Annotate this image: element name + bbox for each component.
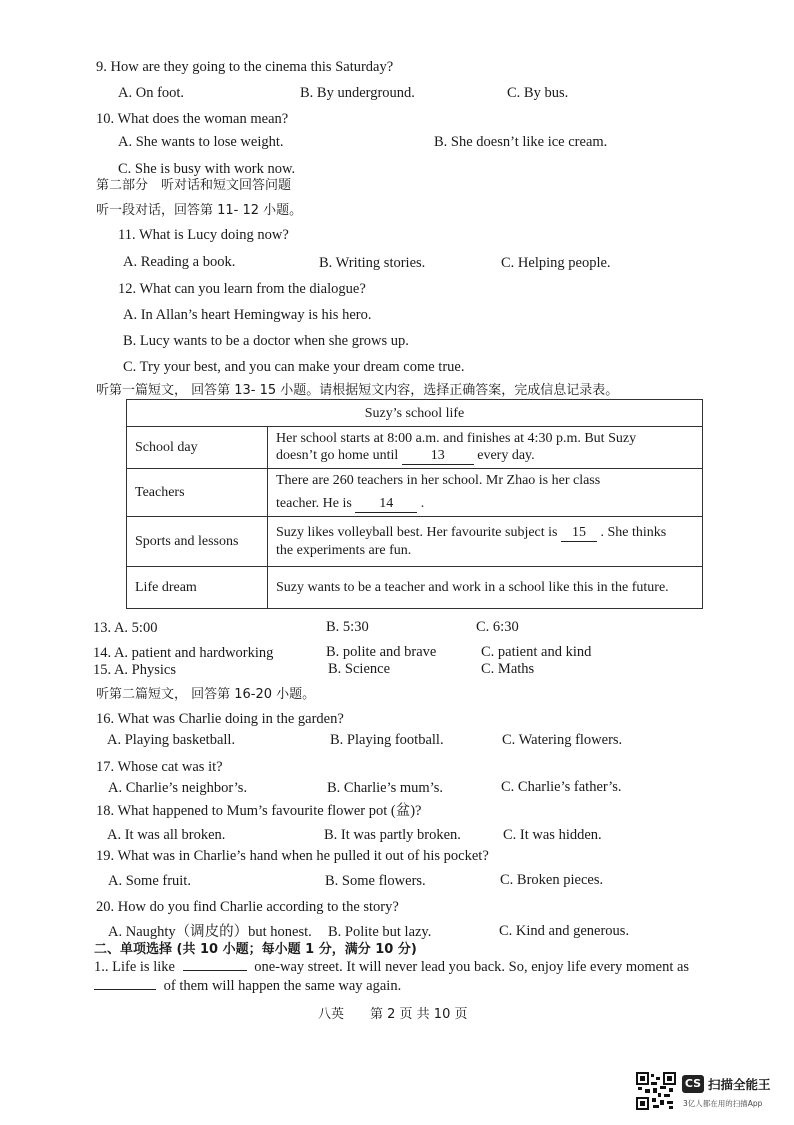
row-text: . [420,496,425,511]
q19-stem: 19. What was in Charlie’s hand when he pulled it out of his pocket? [96,848,489,864]
q18-option-a: A. It was all broken. [107,827,226,843]
qr-code-icon [636,1072,676,1110]
q20-stem: 20. How do you find Charlie according to the story? [96,899,399,915]
row-text-line2 [276,447,694,465]
answer-blank-13: 13 [402,447,474,465]
q17-option-b: B. Charlie’s mum’s. [327,780,443,796]
mc1-line1 [94,958,689,976]
q18-option-b: B. It was partly broken. [324,827,461,843]
q10-option-b: B. She doesn’t like ice cream. [434,134,608,150]
row-text: doesn’t go home until [276,448,399,463]
passage1-heading: 听第一篇短文， 回答第 13- 15 小题。请根据短文内容，选择正确答案，完成信息记录表。 [96,383,619,398]
row-text: teacher. He is [276,496,352,511]
q16-option-a: A. Playing basketball. [107,732,236,748]
watermark-brand: 扫描全能王 [708,1077,771,1092]
q12-option-a: A. In Allan’s heart Hemingway is his hero. [123,307,372,323]
q20-option-b: B. Polite but lazy. [328,924,432,940]
q12-stem: 12. What can you learn from the dialogue? [118,281,366,297]
table-row [127,427,703,469]
q13-option-a: 13. A. 5:00 [93,620,158,636]
q14-option-a: 14. A. patient and hardworking [93,645,274,661]
row-text-line2: the experiments are fun. [276,543,412,558]
q16-option-b: B. Playing football. [330,732,444,748]
answer-blank [94,989,156,990]
q12-option-b: B. Lucy wants to be a doctor when she grows up. [123,333,409,349]
table-title: Suzy’s school life [127,400,703,427]
q10-option-a: A. She wants to lose weight. [118,134,284,150]
q10-stem: 10. What does the woman mean? [96,111,289,127]
row-value [268,427,703,469]
q11-stem: 11. What is Lucy doing now? [118,227,289,243]
q17-option-a: A. Charlie’s neighbor’s. [108,780,248,796]
row-key: Sports and lessons [127,517,268,567]
q13-option-c: C. 6:30 [476,619,519,635]
watermark-subtitle: 3亿人都在用的扫描App [683,1099,763,1108]
answer-blank-14: 14 [355,495,417,513]
q9-option-a: A. On foot. [118,85,185,101]
mc1-line2 [94,977,401,995]
q19-option-a: A. Some fruit. [108,873,191,889]
q20-option-c: C. Kind and generous. [499,923,630,939]
row-text: Suzy likes volleyball best. Her favourite subject is [276,525,558,540]
section2-heading: 二、单项选择 (共 10 小题；每小题 1 分，满分 10 分) [94,942,417,957]
q14-option-b: B. polite and brave [326,644,437,660]
q9-option-b: B. By underground. [300,85,415,101]
answer-blank [183,970,247,971]
mc1-text: one-way street. It will never lead you back. So, enjoy life every moment as [254,959,690,975]
dialogue-heading: 听一段对话，回答第 11- 12 小题。 [96,203,303,218]
q12-option-c: C. Try your best, and you can make your dream come true. [123,359,465,375]
row-value: Suzy wants to be a teacher and work in a school like this in the future. [268,567,703,609]
q18-stem: 18. What happened to Mum’s favourite flower pot (盆)? [96,803,422,819]
row-key: School day [127,427,268,469]
table-row [127,469,703,517]
mc1-text: 1.. Life is like [94,959,175,975]
q13-option-b: B. 5:30 [326,619,369,635]
q11-option-b: B. Writing stories. [319,255,426,271]
row-value [268,469,703,517]
row-value [268,517,703,567]
q17-option-c: C. Charlie’s father’s. [501,779,622,795]
row-key: Life dream [127,567,268,609]
q16-stem: 16. What was Charlie doing in the garden? [96,711,344,727]
q9-stem: 9. How are they going to the cinema this Saturday? [96,59,394,75]
table-row [127,517,703,567]
q16-option-c: C. Watering flowers. [502,732,623,748]
q18-option-c: C. It was hidden. [503,827,602,843]
answer-blank-15: 15 [561,524,597,542]
q17-stem: 17. Whose cat was it? [96,759,223,775]
row-text: every day. [477,448,535,463]
row-text: . She thinks [600,525,667,540]
row-text-line1: There are 260 teachers in her school. Mr Zhao is her class [276,473,601,488]
page-footer: 八英 第 2 页 共 10 页 [318,1007,468,1022]
info-record-table [126,399,703,609]
q10-option-c: C. She is busy with work now. [118,161,296,177]
q14-option-c: C. patient and kind [481,644,592,660]
q19-option-c: C. Broken pieces. [500,872,604,888]
camscanner-logo: CS [682,1075,704,1093]
q11-option-c: C. Helping people. [501,255,611,271]
mc1-text: of them will happen the same way again. [163,978,402,994]
row-text-line1 [276,524,694,542]
q11-option-a: A. Reading a book. [123,254,236,270]
q19-option-b: B. Some flowers. [325,873,426,889]
q15-option-c: C. Maths [481,661,535,677]
row-text-line1: Her school starts at 8:00 a.m. and finishes at 4:30 p.m. But Suzy [276,431,637,446]
q20-option-a: A. Naughty（调皮的）but honest. [108,924,312,940]
q9-option-c: C. By bus. [507,85,569,101]
part2-heading: 第二部分 听对话和短文回答问题 [96,178,292,193]
table-row [127,567,703,609]
passage2-heading: 听第二篇短文， 回答第 16-20 小题。 [96,687,316,702]
q15-option-a: 15. A. Physics [93,662,176,678]
row-text-line2 [276,495,694,513]
q15-option-b: B. Science [328,661,391,677]
row-key: Teachers [127,469,268,517]
